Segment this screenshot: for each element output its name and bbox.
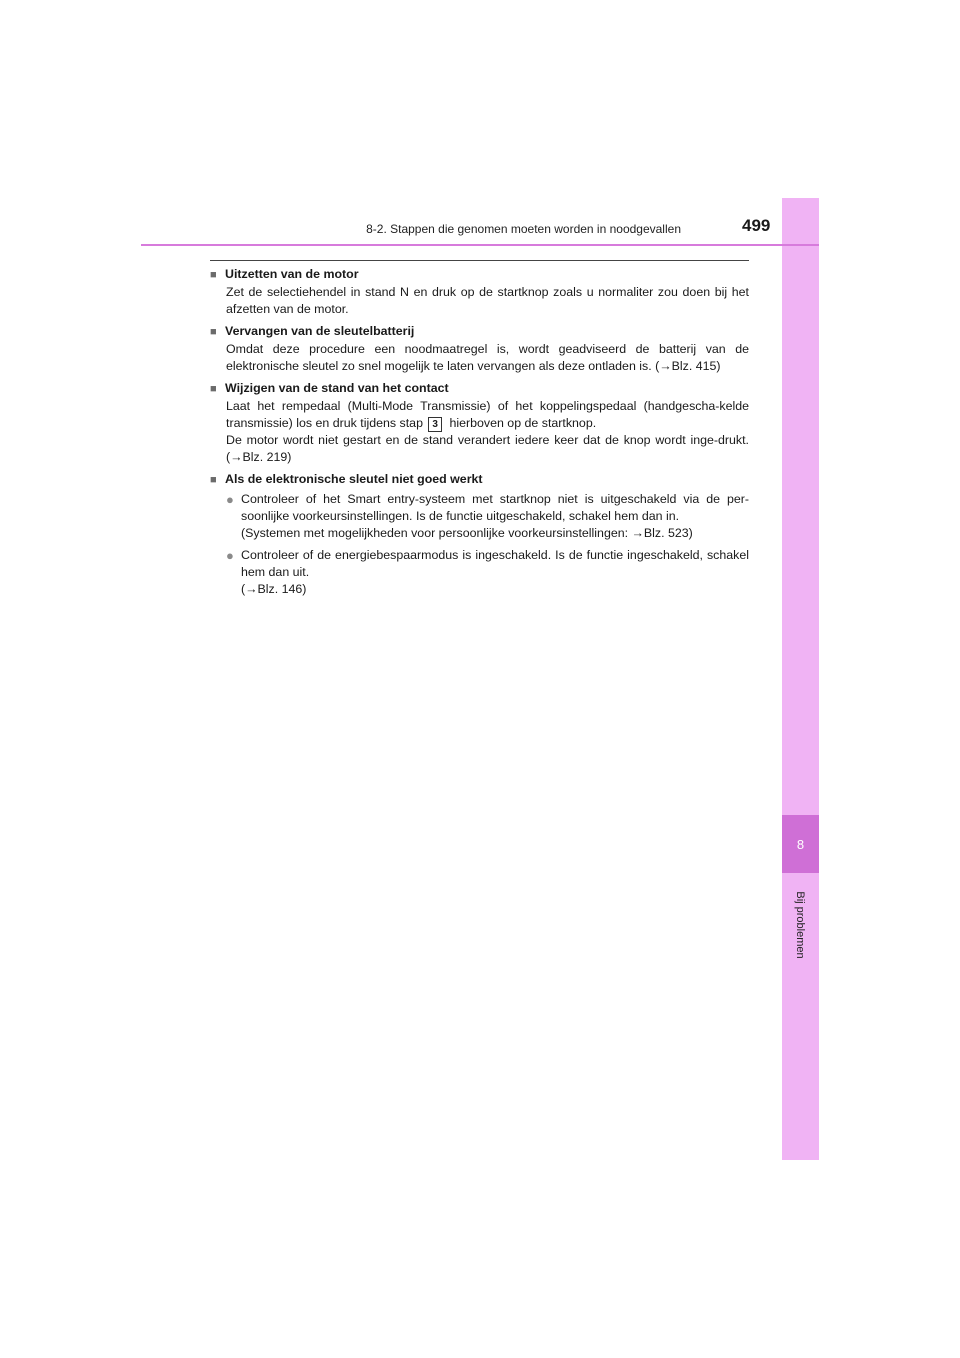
section-key-malfunction	[210, 471, 749, 598]
step-number-box: 3	[428, 417, 442, 432]
square-bullet-icon: ■	[210, 383, 217, 395]
section-heading: ■ Vervangen van de sleutelbatterij	[210, 323, 749, 341]
page-number: 499	[742, 216, 771, 235]
chapter-sidebar	[782, 198, 819, 1160]
round-bullet-icon: ●	[226, 492, 234, 507]
page-content	[210, 266, 749, 603]
section-heading: ■ Uitzetten van de motor	[210, 266, 749, 284]
header-divider	[141, 244, 819, 246]
section-body: Omdat deze procedure een noodmaatregel is, wordt geadviseerd de batterij van de elektronische sleutel zo snel mogelijk te laten vervangen als deze ontladen is. (→Blz. 415)	[226, 342, 749, 373]
square-bullet-icon: ■	[210, 269, 217, 281]
section-heading: ■ Als de elektronische sleutel niet goed werkt	[210, 471, 749, 489]
chapter-number-tab: 8	[782, 815, 819, 873]
square-bullet-icon: ■	[210, 474, 217, 486]
list-item: ● Controleer of het Smart entry-systeem met startknop niet is uitgeschakeld via de per-soonlijke voorkeursinstellingen. Is de functie uitgeschakeld, schakel hem dan in. (Systemen met mogelijkheden voor persoonlijke voorkeursinstellingen: →Blz. 523)	[226, 492, 749, 540]
page-header-title: 8-2. Stappen die genomen moeten worden in noodgevallen	[366, 222, 681, 236]
section-ignition-mode	[210, 380, 749, 466]
section-divider	[210, 260, 749, 261]
square-bullet-icon: ■	[210, 326, 217, 338]
section-engine-off	[210, 266, 749, 318]
chapter-label: Bij problemen	[794, 891, 806, 959]
section-key-battery	[210, 323, 749, 375]
section-heading: ■ Wijzigen van de stand van het contact	[210, 380, 749, 398]
section-body: Laat het rempedaal (Multi-Mode Transmissie) of het koppelingspedaal (handgescha-kelde transmissie) los en druk tijdens stap 3 hierboven op de startknop. De motor wordt niet gestart en de stand verandert iedere keer dat de knop wordt inge-drukt. (→Blz. 219)	[226, 399, 749, 464]
round-bullet-icon: ●	[226, 548, 234, 563]
section-body: Zet de selectiehendel in stand N en druk op de startknop zoals u normaliter zou doen bij het afzetten van de motor.	[226, 285, 749, 316]
list-item: ● Controleer of de energiebespaarmodus is ingeschakeld. Is de functie ingeschakeld, schakel hem dan uit. (→Blz. 146)	[226, 548, 749, 596]
